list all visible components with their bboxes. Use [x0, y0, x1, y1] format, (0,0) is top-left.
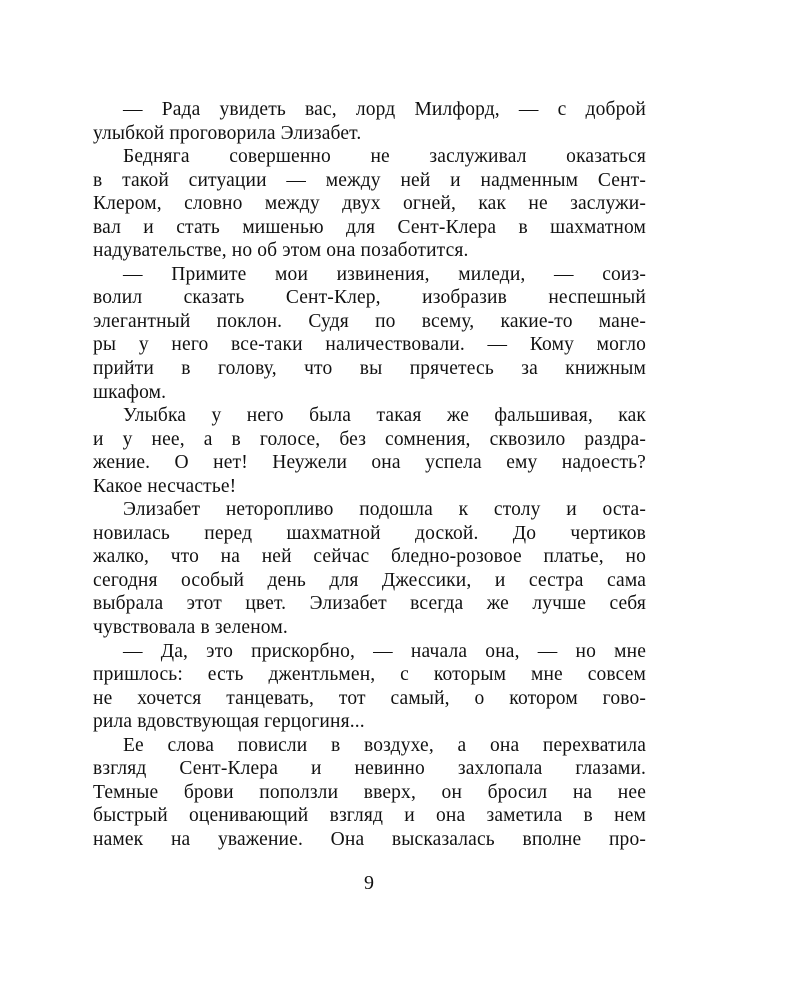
text-line: — Рада увидеть вас, лорд Милфорд, — с доброй — [123, 99, 646, 120]
text-line: Какое несчастье! — [93, 475, 237, 497]
text-line: не хочется танцевать, тот самый, о котором гово- — [93, 687, 646, 709]
text-line: элегантный поклон. Судя по всему, какие-то мане- — [93, 310, 646, 332]
text-line: новилась перед шахматной доской. До чертиков — [93, 522, 646, 544]
text-line: Клером, словно между двух огней, как не заслужи- — [93, 193, 646, 215]
page-number: 9 — [364, 872, 374, 894]
text-line: Темные брови поползли вверх, он бросил на нее — [93, 781, 646, 803]
text-line: шкафом. — [93, 381, 167, 403]
text-line: и у нее, а в голосе, без сомнения, сквозило раздра- — [93, 428, 646, 450]
text-line: сегодня особый день для Джессики, и сестра сама — [93, 569, 646, 591]
text-line: Улыбка у него была такая же фальшивая, как — [123, 405, 646, 427]
text-line: — Примите мои извинения, миледи, — соиз- — [123, 263, 646, 285]
text-line: жалко, что на ней сейчас бледно-розовое платье, но — [93, 546, 646, 568]
text-line: быстрый оценивающий взгляд и она заметила в нем — [93, 805, 646, 827]
text-line: — Да, это прискорбно, — начала она, — но мне — [123, 640, 646, 662]
text-line: прийти в голову, что вы прячетесь за книжным — [93, 358, 646, 380]
text-line: Бедняга совершенно не заслуживал оказаться — [123, 146, 646, 168]
text-line: надувательстве, но об этом она позаботится. — [93, 240, 469, 262]
text-line: взгляд Сент-Клера и невинно захлопала глазами. — [93, 758, 646, 780]
text-line: Элизабет неторопливо подошла к столу и оста- — [123, 499, 646, 521]
page-body — [93, 98, 646, 852]
text-line: вал и стать мишенью для Сент-Клера в шахматном — [93, 216, 646, 238]
text-line: волил сказать Сент-Клер, изобразив неспешный — [93, 287, 646, 309]
text-line: чувствовала в зеленом. — [93, 617, 288, 639]
text-line: рила вдовствующая герцогиня... — [93, 711, 365, 733]
text-line: пришлось: есть джентльмен, с которым мне совсем — [93, 664, 646, 686]
text-line: ры у него все-таки наличествовали. — Кому могло — [93, 334, 646, 356]
text-line: улыбкой проговорила Элизабет. — [93, 122, 362, 144]
text-line: Ее слова повисли в воздухе, а она перехватила — [123, 734, 646, 756]
text-line: жение. О нет! Неужели она успела ему надоесть? — [93, 452, 646, 474]
text-line: в такой ситуации — между ней и надменным Сент- — [93, 169, 646, 191]
text-line: выбрала этот цвет. Элизабет всегда же лучше себя — [93, 593, 646, 615]
text-line: намек на уважение. Она высказалась вполне про- — [93, 828, 646, 850]
